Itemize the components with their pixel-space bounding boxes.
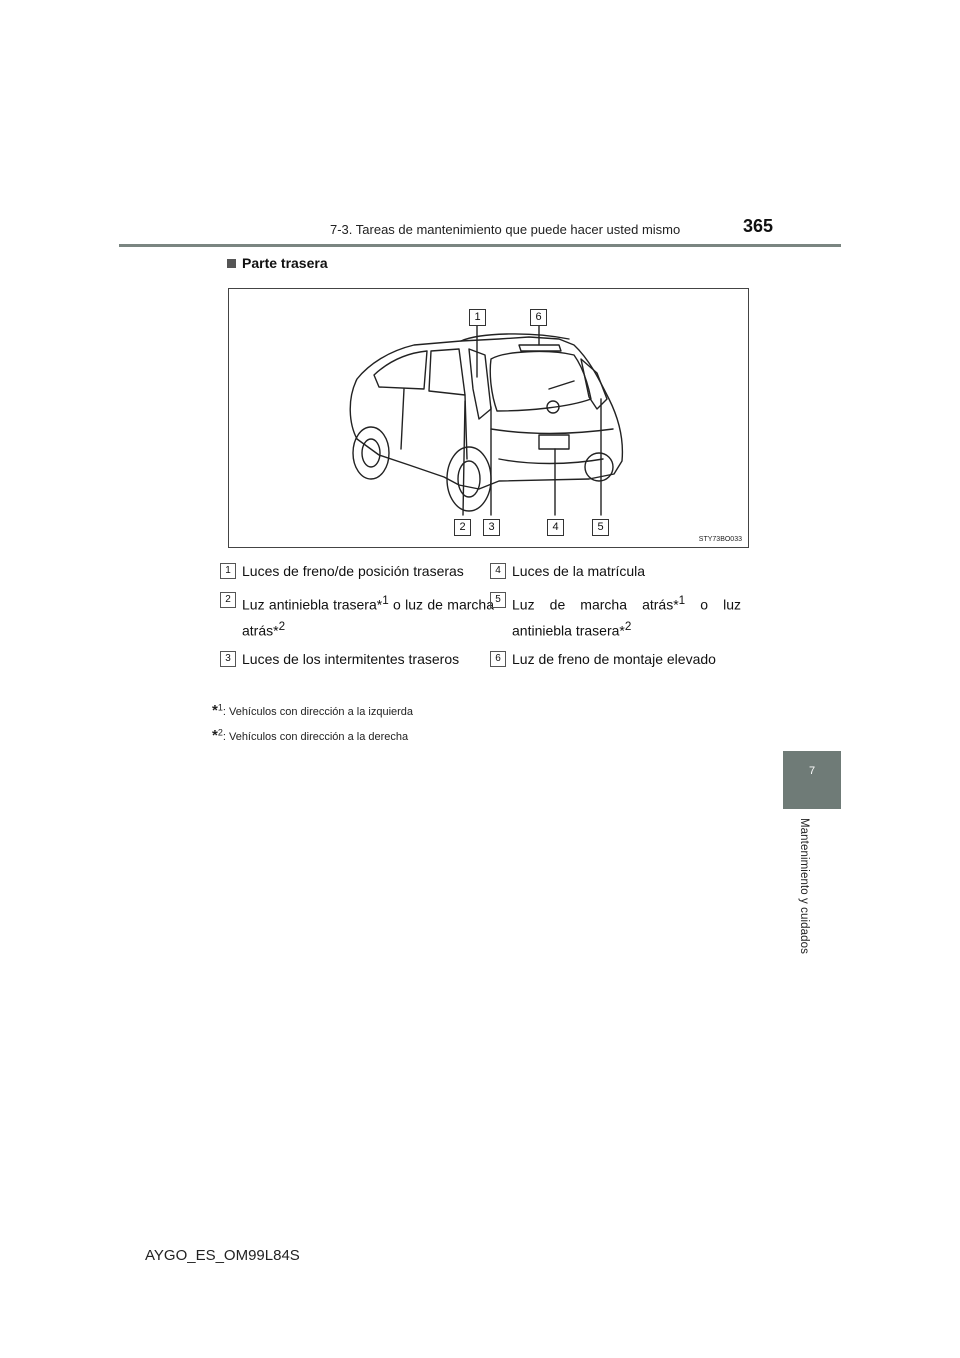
footnote-ref: 2 [278, 619, 286, 633]
callout-6 [530, 307, 547, 326]
callout-number: 3 [483, 519, 500, 536]
list-item [495, 590, 741, 641]
footnote-text: : Vehículos con dirección a la izquierda [222, 706, 414, 718]
running-header: 7-3. Tareas de mantenimiento que puede hacer usted mismo [330, 222, 681, 237]
callout-2 [454, 517, 471, 536]
footnote-ref: 2 [624, 619, 632, 633]
chapter-tab [783, 751, 841, 809]
item-number-badge: 5 [490, 592, 506, 608]
item-text: Luces de la matrícula [512, 563, 646, 579]
page-number: 365 [743, 216, 774, 236]
item-text: Luz de freno de montaje elevado [512, 651, 716, 668]
chapter-number: 7 [808, 765, 816, 777]
item-number-badge: 2 [220, 592, 236, 608]
footnote-star: * [212, 702, 218, 719]
callout-3 [483, 517, 500, 536]
callout-number: 2 [454, 519, 471, 536]
legend-column-left [225, 561, 494, 678]
footnote-ref: 2 [217, 727, 223, 738]
car-rear-illustration [229, 289, 750, 549]
callout-5 [592, 517, 609, 536]
callout-number: 6 [530, 309, 547, 326]
car-rear-figure [228, 288, 749, 548]
footnote-2 [212, 727, 408, 744]
footnote-star: * [376, 596, 383, 613]
callout-number: 4 [547, 519, 564, 536]
footnote-ref: 1 [678, 594, 686, 607]
callout-number: 5 [592, 519, 609, 536]
section-heading [227, 255, 328, 271]
item-text: o luz de marcha atrás [242, 596, 494, 639]
document-code: AYGO_ES_OM99L84S [145, 1247, 300, 1264]
item-number-badge: 6 [490, 651, 506, 667]
footnote-ref: 1 [382, 594, 389, 607]
item-text: Luz de marcha atrás [512, 596, 674, 613]
item-text: Luz antiniebla trasera [242, 596, 377, 613]
list-item [225, 590, 494, 641]
list-item [495, 561, 741, 582]
footnote-1 [212, 702, 413, 719]
figure-code: STY73BO033 [698, 536, 742, 543]
section-heading-text: Parte trasera [242, 255, 328, 271]
footnote-star: * [673, 596, 679, 613]
item-number-badge: 3 [220, 651, 236, 667]
legend-column-right [495, 561, 741, 678]
footnote-text: : Vehículos con dirección a la derecha [222, 731, 409, 743]
callout-4 [547, 517, 564, 536]
header-rule [119, 244, 841, 247]
item-number-badge: 4 [490, 563, 506, 579]
list-item [225, 649, 494, 670]
callout-1 [469, 307, 486, 326]
item-text: Luces de los intermitentes traseros [242, 651, 460, 668]
callout-number: 1 [469, 309, 486, 326]
footnote-star: * [619, 622, 625, 639]
list-item [225, 561, 494, 582]
item-text: o luz antiniebla trasera [512, 596, 741, 639]
list-item [495, 649, 741, 670]
footnote-ref: 1 [217, 702, 223, 713]
chapter-label: Mantenimiento y cuidados [798, 818, 810, 955]
footnote-star: * [212, 727, 218, 744]
item-text: Luces de freno/de posición traseras [242, 563, 464, 579]
item-number-badge: 1 [220, 563, 236, 579]
square-bullet-icon [227, 259, 236, 268]
footnote-star: * [273, 622, 279, 639]
